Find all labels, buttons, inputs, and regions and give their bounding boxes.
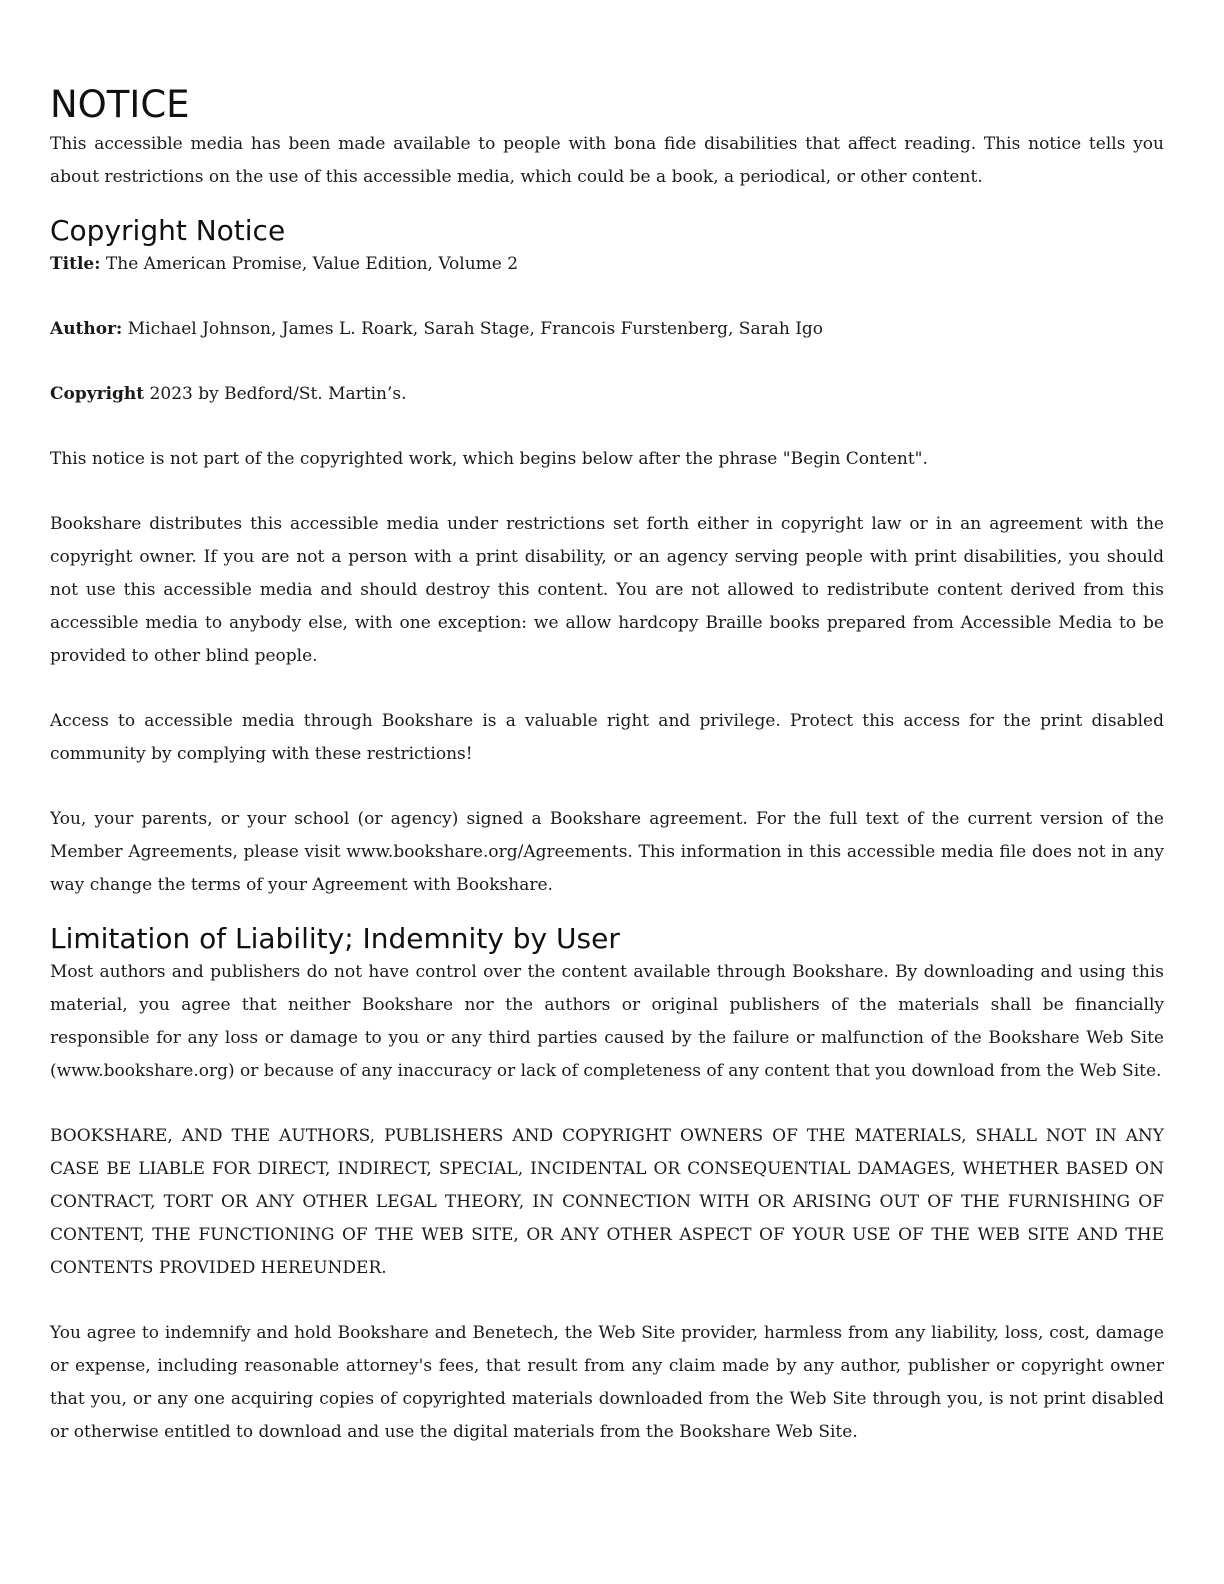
copyright-paragraph: You, your parents, or your school (or agency) signed a Bookshare agreement. For the full text of the current version of the Member Agreements, please visit www.bookshare.org/Agreements. This information in this accessible media file does not in any way change the terms of your Agreement with Bookshare. xyxy=(50,809,1164,895)
copyright-paragraph: Bookshare distributes this accessible media under restrictions set forth either in copyright law or in an agreement with the copyright owner. If you are not a person with a print disability, or an agency serving people with print disabilities, you should not use this accessible media and should destroy this content. You are not allowed to redistribute content derived from this accessible media to anybody else, with one exception: we allow hardcopy Braille books prepared from Accessible Media to be provided to other blind people. xyxy=(50,514,1164,666)
document-page xyxy=(50,82,1164,1449)
notice-heading: NOTICE xyxy=(50,83,190,126)
title-line xyxy=(50,248,1164,281)
author-line xyxy=(50,313,1164,346)
title-label: Title: xyxy=(50,254,101,274)
copyright-label: Copyright xyxy=(50,384,145,404)
title-value: The American Promise, Value Edition, Volume 2 xyxy=(100,254,519,274)
copyright-paragraph: This notice is not part of the copyrighted work, which begins below after the phrase "Begin Content". xyxy=(50,449,928,469)
copyright-line xyxy=(50,378,1164,411)
liability-paragraph: BOOKSHARE, AND THE AUTHORS, PUBLISHERS AND COPYRIGHT OWNERS OF THE MATERIALS, SHALL NOT IN ANY CASE BE LIABLE FOR DIRECT, INDIRECT, SPECIAL, INCIDENTAL OR CONSEQUENTIAL DAMAGES, WHETHER BASED ON CONTRACT, TORT OR ANY OTHER LEGAL THEORY, IN CONNECTION WITH OR ARISING OUT OF THE FURNISHING OF CONTENT, THE FUNCTIONING OF THE WEB SITE, OR ANY OTHER ASPECT OF YOUR USE OF THE WEB SITE AND THE CONTENTS PROVIDED HEREUNDER. xyxy=(50,1126,1164,1278)
liability-paragraph: Most authors and publishers do not have control over the content available through Bookshare. By downloading and using this material, you agree that neither Bookshare nor the authors or original publishers of the materials shall be financially responsible for any loss or damage to you or any third parties caused by the failure or malfunction of the Bookshare Web Site (www.bookshare.org) or because of any inaccuracy or lack of completeness of any content that you download from the Web Site. xyxy=(50,962,1164,1081)
liability-heading: Limitation of Liability; Indemnity by User xyxy=(50,922,620,955)
author-label: Author: xyxy=(50,319,123,339)
author-value: Michael Johnson, James L. Roark, Sarah Stage, Francois Furstenberg, Sarah Igo xyxy=(122,319,824,339)
notice-intro: This accessible media has been made available to people with bona fide disabilities that affect reading. This notice tells you about restrictions on the use of this accessible media, which could be a book, a periodical, or other content. xyxy=(50,134,1164,187)
copyright-value: 2023 by Bedford/St. Martin’s. xyxy=(144,384,407,404)
copyright-paragraph: Access to accessible media through Bookshare is a valuable right and privilege. Protect this access for the print disabled community by complying with these restrictions! xyxy=(50,711,1164,764)
liability-paragraph: You agree to indemnify and hold Bookshare and Benetech, the Web Site provider, harmless from any liability, loss, cost, damage or expense, including reasonable attorney's fees, that result from any claim made by any author, publisher or copyright owner that you, or any one acquiring copies of copyrighted materials downloaded from the Web Site through you, is not print disabled or otherwise entitled to download and use the digital materials from the Bookshare Web Site. xyxy=(50,1323,1164,1442)
copyright-notice-heading: Copyright Notice xyxy=(50,214,286,247)
